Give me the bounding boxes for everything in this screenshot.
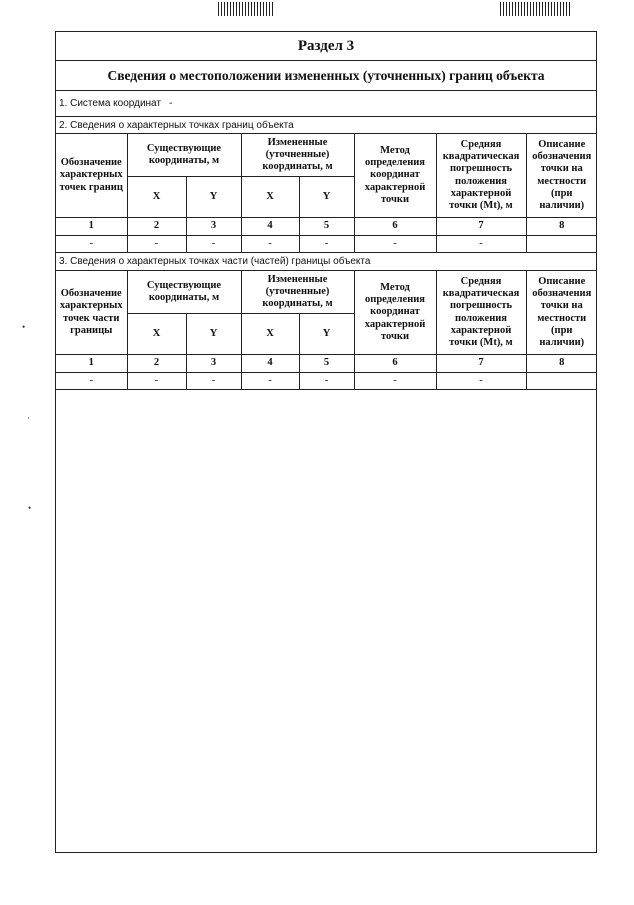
header-method: Метод определения координат характерной точки bbox=[354, 271, 436, 355]
header-existing-coords: Существующие координаты, м bbox=[127, 271, 241, 314]
column-number: 7 bbox=[436, 218, 526, 236]
scan-speck: • bbox=[22, 322, 26, 332]
column-number: 3 bbox=[186, 218, 241, 236]
header-y: Y bbox=[186, 177, 241, 218]
scan-speck: · bbox=[27, 413, 30, 423]
header-mean-error: Средняя квадратическая погрешность положения характерной точки (Mt), м bbox=[436, 134, 526, 218]
column-number: 6 bbox=[354, 218, 436, 236]
header-x: X bbox=[127, 177, 186, 218]
document-heading: Сведения о местоположении измененных (уточненных) границ объекта bbox=[56, 61, 596, 91]
column-number: 1 bbox=[56, 355, 127, 373]
header-changed-coords: Измененные (уточненные) координаты, м bbox=[241, 134, 354, 177]
part-boundary-points-label: 3. Сведения о характерных точках части (частей) границы объекта bbox=[56, 253, 596, 271]
table-row bbox=[56, 236, 597, 253]
column-number: 5 bbox=[299, 218, 354, 236]
header-y: Y bbox=[299, 177, 354, 218]
scan-barcode-mark bbox=[218, 2, 275, 16]
column-number: 8 bbox=[526, 355, 597, 373]
coordinate-system-label: 1. Система координат bbox=[59, 98, 161, 109]
column-number-row bbox=[56, 218, 597, 236]
header-x: X bbox=[127, 314, 186, 355]
document-frame bbox=[55, 31, 597, 853]
table-cell: - bbox=[186, 373, 241, 390]
header-mean-error: Средняя квадратическая погрешность положения характерной точки (Mt), м bbox=[436, 271, 526, 355]
column-number: 2 bbox=[127, 355, 186, 373]
table-cell: - bbox=[436, 373, 526, 390]
table-header-row bbox=[56, 271, 597, 314]
header-y: Y bbox=[186, 314, 241, 355]
header-point-designation: Обозначение характерных точек границ bbox=[56, 134, 127, 218]
table-cell: - bbox=[56, 236, 127, 253]
table-cell: - bbox=[127, 373, 186, 390]
table-row bbox=[56, 373, 597, 390]
header-x: X bbox=[241, 314, 299, 355]
header-description: Описание обозначения точки на местности (при наличии) bbox=[526, 271, 597, 355]
column-number: 6 bbox=[354, 355, 436, 373]
section-title: Раздел 3 bbox=[56, 32, 596, 61]
coordinate-system-line bbox=[56, 91, 596, 117]
part-boundary-points-table bbox=[56, 271, 597, 390]
table-cell: - bbox=[436, 236, 526, 253]
header-description: Описание обозначения точки на местности (при наличии) bbox=[526, 134, 597, 218]
header-x: X bbox=[241, 177, 299, 218]
header-point-designation: Обозначение характерных точек части границы bbox=[56, 271, 127, 355]
scan-speck: • bbox=[28, 503, 32, 513]
table-cell: - bbox=[299, 373, 354, 390]
table-cell: - bbox=[241, 236, 299, 253]
header-existing-coords: Существующие координаты, м bbox=[127, 134, 241, 177]
table-cell bbox=[526, 236, 597, 253]
boundary-points-label: 2. Сведения о характерных точках границ объекта bbox=[56, 117, 596, 134]
table-cell: - bbox=[354, 236, 436, 253]
table-cell: - bbox=[299, 236, 354, 253]
column-number: 7 bbox=[436, 355, 526, 373]
header-y: Y bbox=[299, 314, 354, 355]
table-cell: - bbox=[56, 373, 127, 390]
column-number: 3 bbox=[186, 355, 241, 373]
table-cell: - bbox=[186, 236, 241, 253]
column-number: 4 bbox=[241, 218, 299, 236]
column-number: 2 bbox=[127, 218, 186, 236]
table-cell bbox=[526, 373, 597, 390]
column-number: 5 bbox=[299, 355, 354, 373]
coordinate-system-value: - bbox=[168, 98, 173, 109]
scan-barcode-mark bbox=[500, 2, 572, 16]
header-method: Метод определения координат характерной точки bbox=[354, 134, 436, 218]
column-number-row bbox=[56, 355, 597, 373]
column-number: 1 bbox=[56, 218, 127, 236]
boundary-points-table bbox=[56, 134, 597, 253]
table-header-row bbox=[56, 134, 597, 177]
table-cell: - bbox=[241, 373, 299, 390]
table-cell: - bbox=[354, 373, 436, 390]
header-changed-coords: Измененные (уточненные) координаты, м bbox=[241, 271, 354, 314]
column-number: 4 bbox=[241, 355, 299, 373]
column-number: 8 bbox=[526, 218, 597, 236]
table-cell: - bbox=[127, 236, 186, 253]
